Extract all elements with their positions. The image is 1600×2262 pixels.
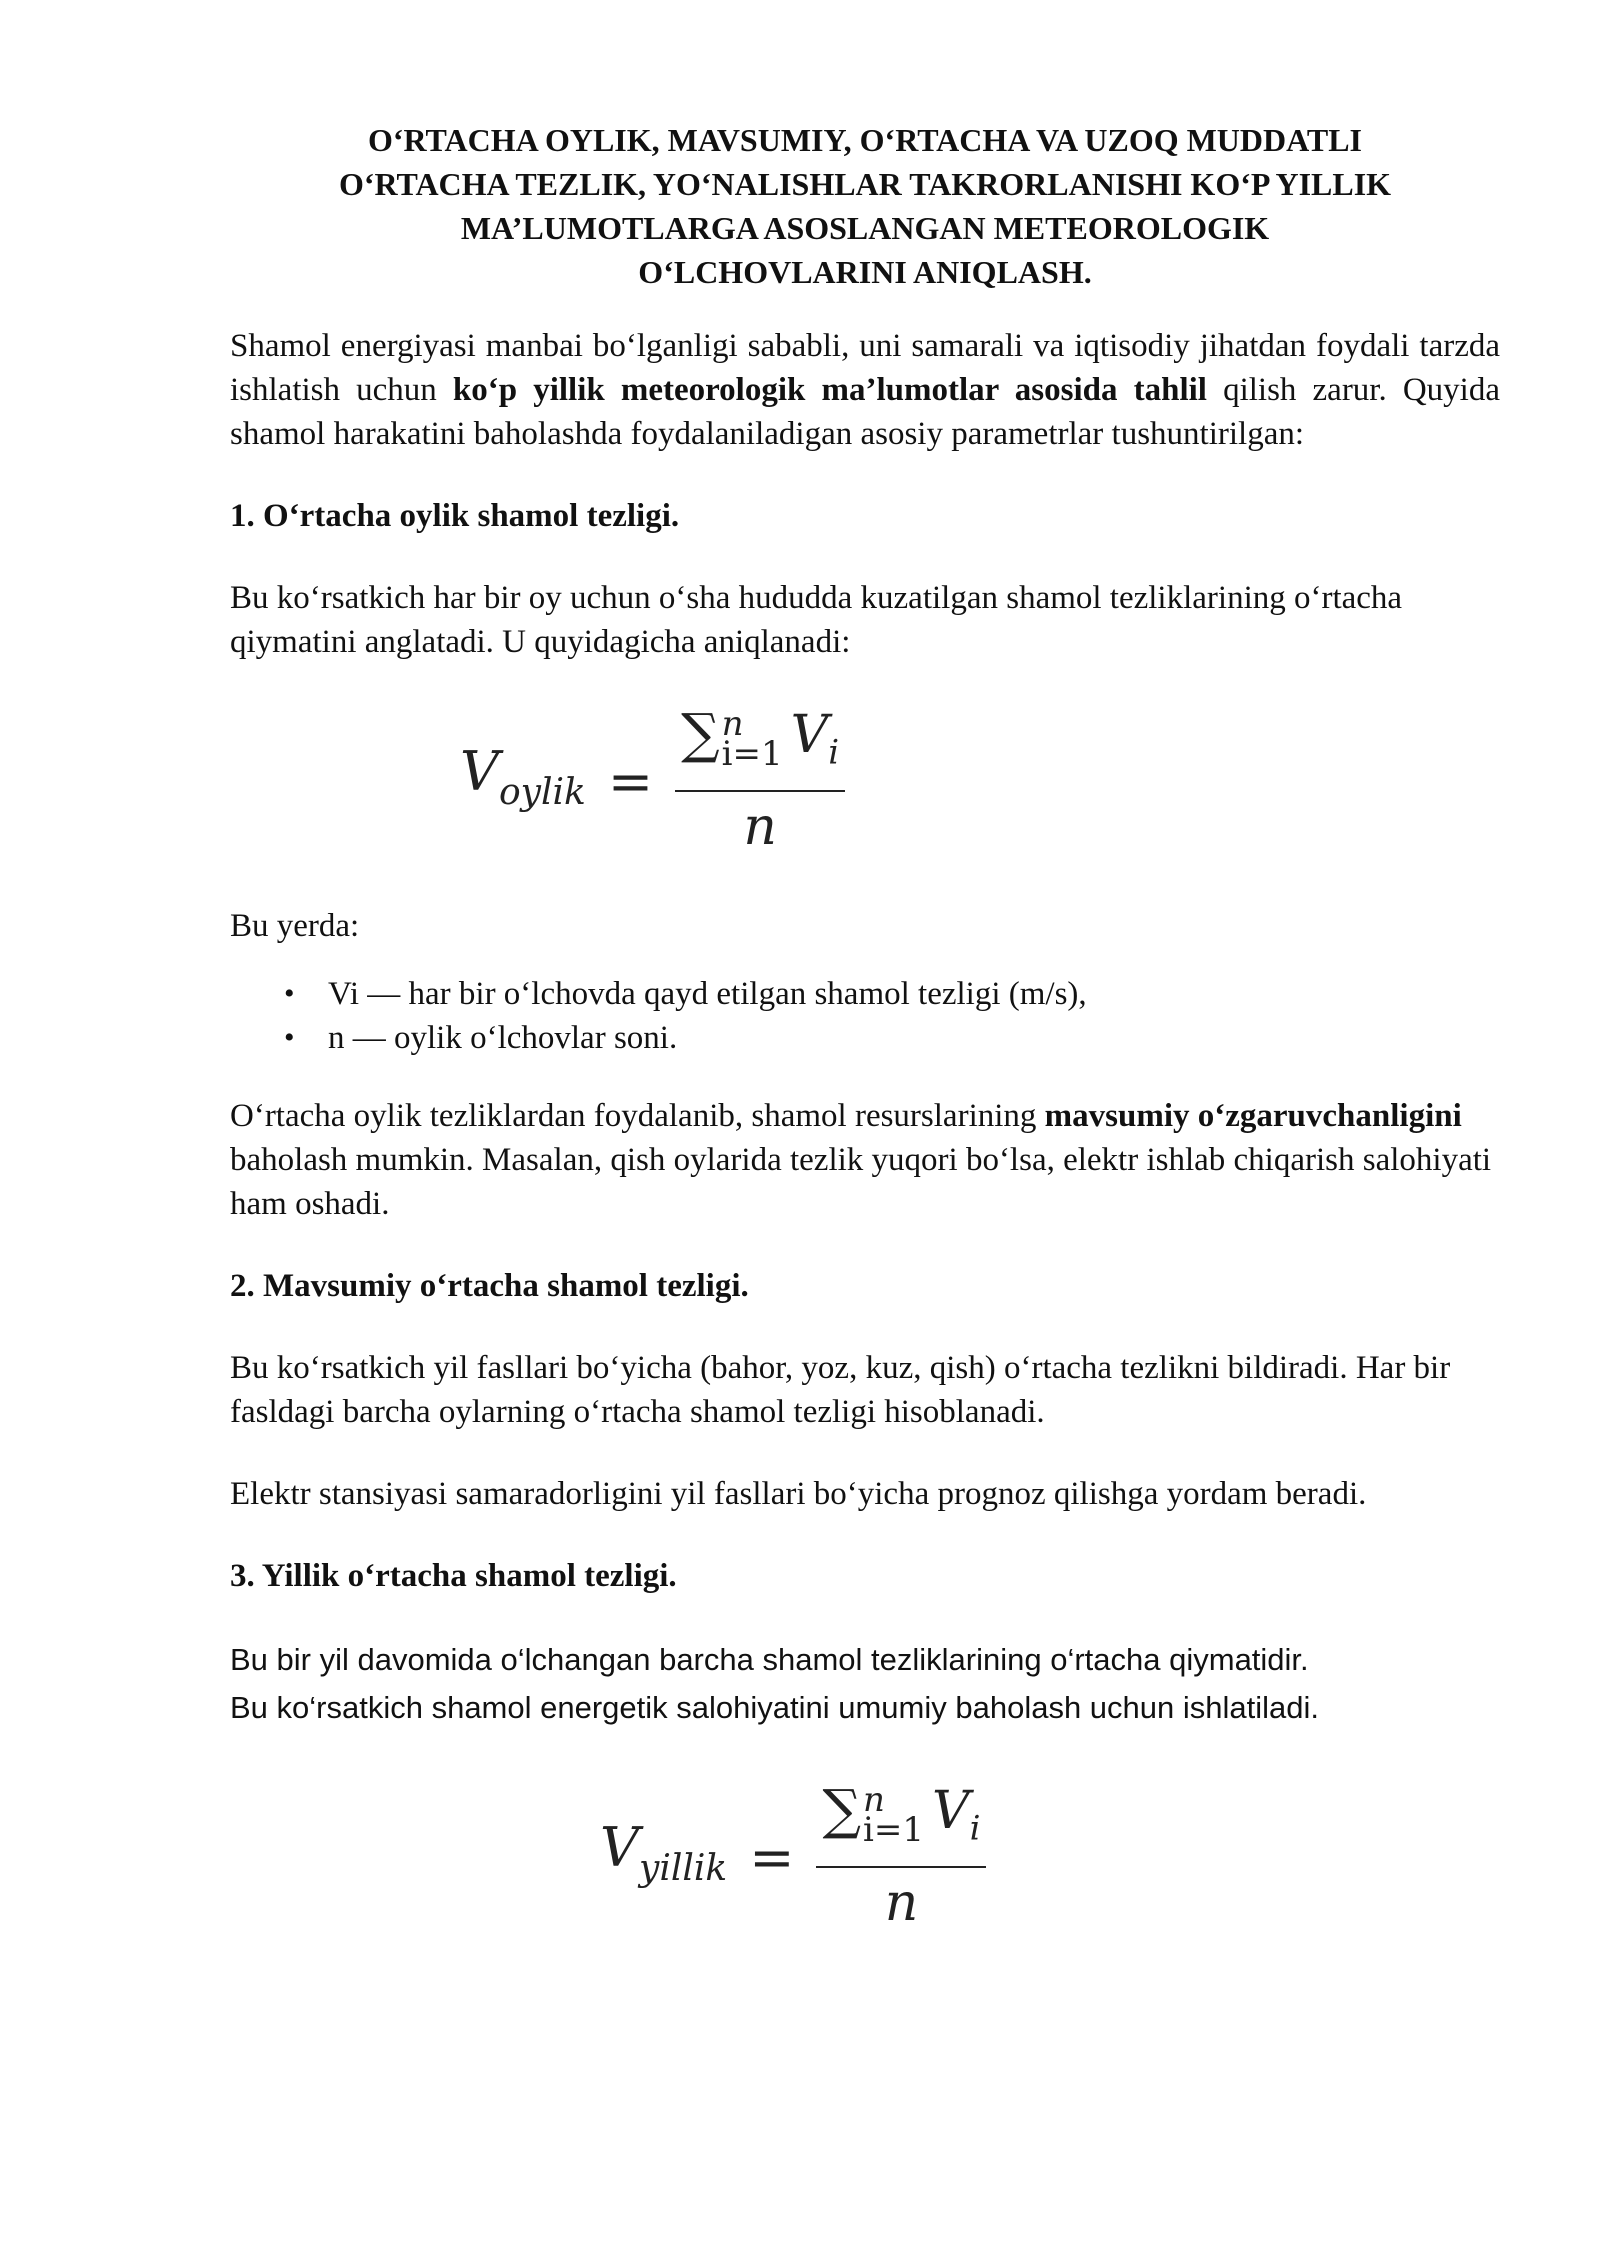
- formula-monthly-body: [460, 702, 845, 862]
- formula-yearly-denominator: n: [884, 1873, 919, 1934]
- seasonal-variability-bold: mavsumiy o‘zgaruvchanligini: [1044, 1098, 1462, 1134]
- intro-bold-text: ko‘p yillik meteorologik ma’lumotlar asosida tahlil: [452, 372, 1207, 408]
- formula-yearly-lhs: $V_{yillik}$: [600, 1815, 728, 1889]
- title-line-1: O‘RTACHA OYLIK, MAVSUMIY, O‘RTACHA VA UZOQ MUDDATLI: [367, 122, 1362, 158]
- formula-monthly-fraction: [675, 702, 845, 862]
- sum-symbol: ∑: [681, 702, 720, 765]
- section-1-heading: 1. O‘rtacha oylik shamol tezligi.: [230, 498, 680, 534]
- definition-list: [230, 972, 1500, 1060]
- formula-yearly-fraction: [816, 1778, 986, 1938]
- formula-yearly-body: [600, 1778, 986, 1938]
- section-3-line-2: Bu ko‘rsatkich shamol energetik salohiyatini umumiy baholash uchun ishlatiladi.: [230, 1690, 1320, 1725]
- formula-monthly-equals: =: [607, 750, 654, 814]
- sum-symbol: ∑: [822, 1778, 862, 1841]
- section-3-heading: 3. Yillik o‘rtacha shamol tezligi.: [230, 1558, 677, 1594]
- intro-text-start: Shamol energiyasi manbai bo‘lganligi sababli, uni samarali va iqtisodiy jihatdan foydali tarzda ishlatish uchun: [230, 328, 1500, 408]
- formula-yearly-numerator: ∑n i=1 $V_i$: [822, 1778, 981, 1850]
- section-2-text-2: Elektr stansiyasi samaradorligini yil fasllari bo‘yicha prognoz qilishga yordam beradi.: [230, 1476, 1367, 1512]
- formula-monthly-denominator: n: [743, 797, 777, 858]
- list-item: • Vi — har bir o‘lchovda qayd etilgan shamol tezligi (m/s),: [284, 976, 1087, 1012]
- section-1-conclusion: O‘rtacha oylik tezliklardan foydalanib, shamol resurslarining mavsumiy o‘zgaruvchanligini baholash mumkin. Masalan, qish oylarida tezlik yuqori bo‘lsa, elektr ishlab chiqarish salohiyati ham oshadi.: [230, 1098, 1492, 1222]
- intro-paragraph: [230, 324, 1500, 456]
- formula-yearly-equals: =: [749, 1826, 795, 1890]
- formula-monthly-numerator: ∑n i=1 $V_i$: [681, 702, 840, 774]
- formula-yearly: [230, 1772, 1500, 1942]
- section-1-text: Bu ko‘rsatkich har bir oy uchun o‘sha hududda kuzatilgan shamol tezliklarining o‘rtacha qiymatini anglatadi. U quyidagicha aniqlanadi:: [230, 580, 1403, 660]
- title-line-4: O‘LCHOVLARINI ANIQLASH.: [638, 254, 1092, 290]
- section-3-line-1: Bu bir yil davomida o‘lchangan barcha shamol tezliklarining o‘rtacha qiymatidir.: [230, 1642, 1309, 1677]
- where-label: Bu yerda:: [230, 908, 360, 944]
- document-title: [230, 118, 1500, 294]
- section-2-heading: 2. Mavsumiy o‘rtacha shamol tezligi.: [230, 1268, 749, 1304]
- title-line-3: MA’LUMOTLARGA ASOSLANGAN METEOROLOGIK: [460, 210, 1270, 246]
- title-line-2: O‘RTACHA TEZLIK, YO‘NALISHLAR TAKRORLANISHI KO‘P YILLIK: [338, 166, 1392, 202]
- formula-monthly: [230, 688, 1500, 858]
- section-2-text-1: Bu ko‘rsatkich yil fasllari bo‘yicha (bahor, yoz, kuz, qish) o‘rtacha tezlikni bildiradi. Har bir fasldagi barcha oylarning o‘rtacha shamol tezligi hisoblanadi.: [230, 1350, 1451, 1430]
- intro-text-end: qilish zarur. Quyida shamol harakatini baholashda foydalaniladigan asosiy parametrlar tushuntirilgan:: [230, 372, 1500, 452]
- formula-monthly-lhs: $V_{oylik}$: [460, 739, 586, 813]
- list-item: • n — oylik o‘lchovlar soni.: [284, 1020, 678, 1056]
